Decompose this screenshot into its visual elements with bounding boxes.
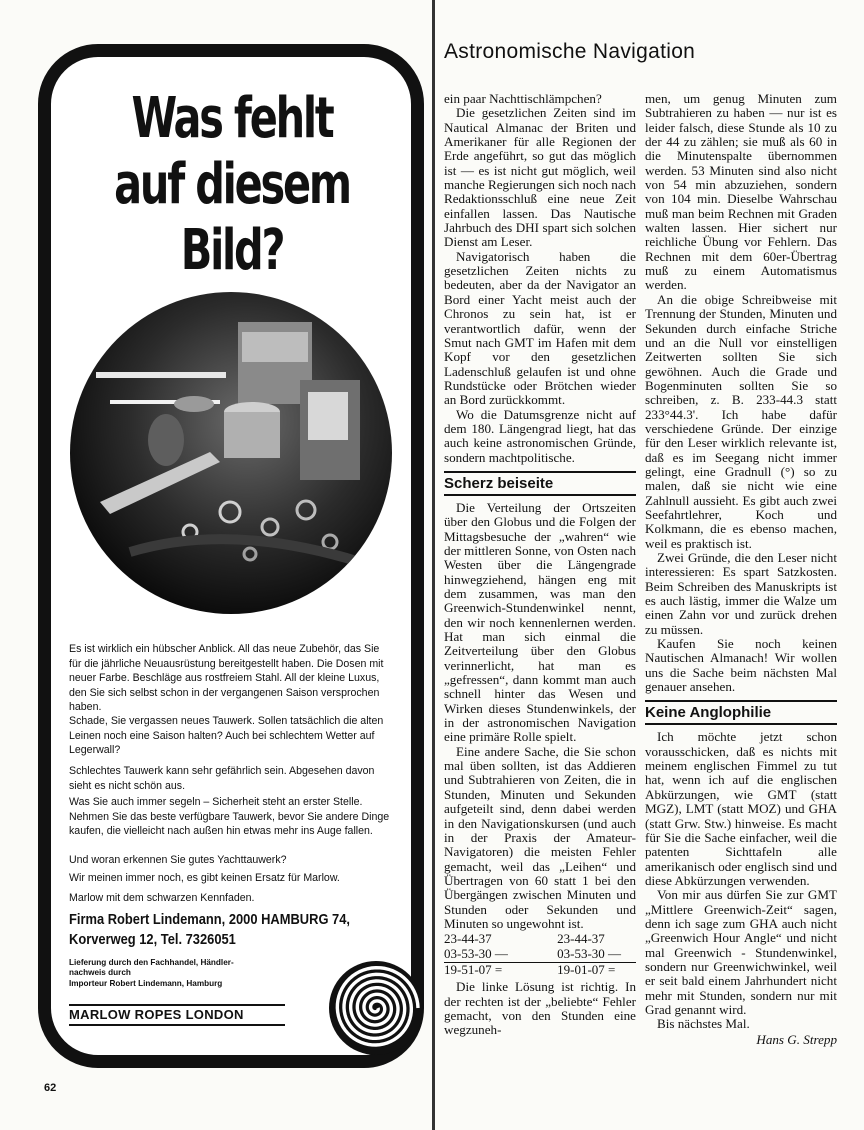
section-heading-anglophilie: Keine Anglophilie [645, 700, 837, 725]
article-author: Hans G. Strepp [756, 1031, 837, 1047]
article-title: Astronomische Navigation [444, 40, 696, 63]
ad-paragraph: Marlow mit dem schwarzen Kennfaden. [69, 892, 255, 904]
article-paragraph: Zwei Gründe, die den Leser nicht interessieren: Es spart Satzkosten. Beim Schreiben des Manuskripts ist es auch lästig, immer die Walze um einen Zahn vor und zurück drehen zu müssen. [645, 550, 837, 637]
ad-firm-line: Firma Robert Lindemann, 2000 HAMBURG 74, [69, 911, 350, 928]
calc-row [444, 947, 636, 963]
article-paragraph: Bis nächstes Mal. [657, 1016, 750, 1032]
ad-firm-line: Korverweg 12, Tel. 7326051 [69, 931, 236, 948]
calc-row [444, 932, 636, 947]
ad-headline-line-1: Was fehlt [131, 86, 333, 151]
column-divider [432, 0, 435, 1130]
ad-paragraph: Schade, Sie vergassen neues Tauwerk. Sollen tatsächlich die alten Leinen noch eine Saison halten? Auch bei schlechtem Wetter auf Legerwall? [69, 715, 384, 757]
ad-firm-address [69, 910, 361, 950]
ad-delivery-line: nachweis durch [69, 968, 131, 978]
article-paragraph: An die obige Schreibweise mit Trennung der Stunden, Minuten und Sekunden durch einfache Striche und an die Null vor einstelligen Zeitwerten sollten Sie sich gewöhnen. Auch die Grade und Bogenminuten sollten Sie so schreiben, z. B. 233-44.3 statt 233°44.3'. Ich habe dafür verschiedene Gründe. Der einzige für den Leser wirklich relevante ist, daß es im Seegang nicht immer gelingt, eine Gradnull (°) so zu malen, daß sie nicht wie eine Zahlnull aussieht. Es gibt auch zwei Seefahrtlehrer, Koch und Kolkmann, die es ebenso machen, weil es praktisch ist. [645, 291, 837, 551]
calc-row-result [444, 963, 636, 979]
ad-paragraph: Es ist wirklich ein hübscher Anblick. All das neue Zubehör, das Sie für die jährliche Neuausrüstung bereitgestellt haben. Die Dosen mit neuer Farbe. Beschläge aus rostfreiem Stahl. All der kleine Luxus, den Sie sich selbst schon in der vergangenen Saison versprochen haben. [69, 643, 384, 714]
article-column-2 [645, 92, 837, 1047]
calc-cell-left: 19-51-07 = [444, 963, 517, 979]
section-heading-scherz: Scherz beiseite [444, 471, 636, 496]
article-paragraph: Die Verteilung der Ortszeiten über den Globus und die Folgen der Mittagsbesuche der „wahren“ wie der mittleren Sonne, von Osten nach Westen über die Längengrade hinwegziehend, hängen eng mit dem zusammen, was man den Greenwich-Stundenwinkel nennt, den wir noch kennenlernen werden. Hat man sich einmal die Zeitverteilung über den Globus verinnerlicht, hat man es „gefressen“, dann kommt man auch schnell hinter das Wesen und Wirken dieses Stundenwinkels, der in der astronomischen Navigation eine primäre Rolle spielt. [444, 499, 636, 745]
article-paragraph: men, um genug Minuten zum Subtrahieren zu haben — nur ist es leider falsch, diese Stunde als 10 zu der 44 zu zählen; sie muß als 60 in die Minutenspalte übernommen werden. 53 Minuten sind also nicht von 54 min abzuziehen, sondern von 104 min. Dieselbe Wahrschau muß man beim Rechnen mit Graden walten lassen. Hier sichert nur reichliche Übung vor Fehlern. Das Rechnen mit dem 60er-Übertrag muß zu einem Automatismus werden. [645, 91, 837, 293]
time-calculation-table [444, 932, 636, 978]
article-paragraph: Die linke Lösung ist richtig. In der rechten ist der „beliebte“ Fehler gemacht, von den Stunden eine wegzuneh- [444, 979, 636, 1038]
calc-cell-right: 23-44-37 [557, 931, 605, 947]
ad-headline-line-3: Bild? [180, 218, 284, 283]
ad-paragraph: Und woran erkennen Sie gutes Yachttauwerk? [69, 854, 287, 866]
calc-cell-left: 03-53-30 — [444, 946, 508, 962]
ad-delivery-line: Lieferung durch den Fachhandel, Händler- [69, 958, 234, 967]
page-number: 62 [44, 1082, 57, 1094]
ad-headline-line-2: auf diesem [114, 152, 350, 217]
article-paragraph: Wo die Datumsgrenze nicht auf dem 180. Längengrad liegt, hat das auch keine astronomischen Gründe, sondern machtpolitische. [444, 406, 636, 465]
ad-paragraph: Wir meinen immer noch, es gibt keinen Ersatz für Marlow. [69, 872, 340, 884]
photo-boat-equipment-icon [70, 292, 392, 614]
article-paragraph: Kaufen Sie noch keinen Nautischen Almanach! Wir wollen uns die Sache beim nächsten Mal genauer ansehen. [645, 636, 837, 695]
calc-cell-right: 03-53-30 — [557, 946, 622, 962]
ad-paragraph: Schlechtes Tauwerk kann sehr gefährlich sein. Abgesehen davon sieht es nicht schön aus. [69, 765, 375, 792]
article-paragraph: Die gesetzlichen Zeiten sind im Nautical Almanac der Briten und Amerikaner für alle Regionen der Erde angeführt, so gut das möglich ist — es ist nicht gut möglich, weil manche Regierungen sich noch nach Redaktionsschluß eine neue Zeit einfallen lassen. Das Nautische Jahrbuch des DHI spart sich solchen Dienst am Leser. [444, 105, 636, 250]
calc-cell-right: 19-01-07 = [517, 963, 636, 979]
ad-brand: MARLOW ROPES LONDON [69, 1004, 285, 1026]
article-paragraph: ein paar Nachttischlämpchen? [444, 91, 602, 106]
ad-delivery-note [69, 958, 289, 989]
spiral-rope-logo-icon [328, 960, 424, 1056]
ad-headline [99, 86, 365, 284]
article-paragraph: Ich möchte jetzt schon vorausschicken, daß es nichts mit meinem englischen Fimmel zu tut hat, wenn ich auf die englischen Abkürzungen, wie GMT (statt MGZ), LMT (statt MOZ) und GHA (statt Grw. Stw.) hinweise. Es macht für Sie die Sache einfacher, weil die patenten Sichttafeln alle amerikanisch oder englisch sind und diese Abkürzungen verwenden. [645, 729, 837, 888]
article-paragraph: Eine andere Sache, die Sie schon mal üben sollten, ist das Addieren und Subtrahieren von Zeiten, die in Stunden, Minuten und Sekunden aufgeteilt sind, denn dabei werden in den Navigationskursen (und auch in der Praxis der Amateur-Navigatoren) die meisten Fehler gemacht, weil das „Leihen“ und Übertragen von 60 statt 1 bei den Übergängen zwischen Minuten und Stunden oder Sekunden und Minuten so ungewohnt ist. [444, 743, 636, 931]
article-column-1 [444, 92, 636, 1038]
article-paragraph: Navigatorisch haben die gesetzlichen Zeiten nichts zu bedeuten, aber da der Navigator an Bord einer Yacht meist auch der Chronos zu sein hat, ist er verantwortlich dafür, wenn der Smut nach GMT im Hafen mit dem Kopf vor den gesetzlichen Ladenschluß gelaufen ist und ohne Rundstücke oder Brötchen wieder an Bord zurückkommt. [444, 248, 636, 408]
ad-delivery-line: Importeur Robert Lindemann, Hamburg [69, 978, 223, 988]
ad-paragraph: Was Sie auch immer segeln – Sicherheit steht an erster Stelle. Nehmen Sie das beste verfügbare Tauwerk, bevor Sie andere Dinge kaufen, die vielleicht nach außen hin etwas mehr ins Auge fallen. [69, 796, 390, 838]
calc-cell-left: 23-44-37 [444, 931, 492, 947]
article-paragraph: Von mir aus dürfen Sie zur GMT „Mittlere Greenwich-Zeit“ sagen, denn ich sage zum GHA auch nicht „Greenwich Hour Angle“ und nicht mal Greenwich - Stundenwinkel, sondern nur Greenwichwinkel, weil er seit bald einem Jahrhundert nicht mehr mit Stunden, sondern nur mit Grad genannt wird. [645, 887, 837, 1017]
